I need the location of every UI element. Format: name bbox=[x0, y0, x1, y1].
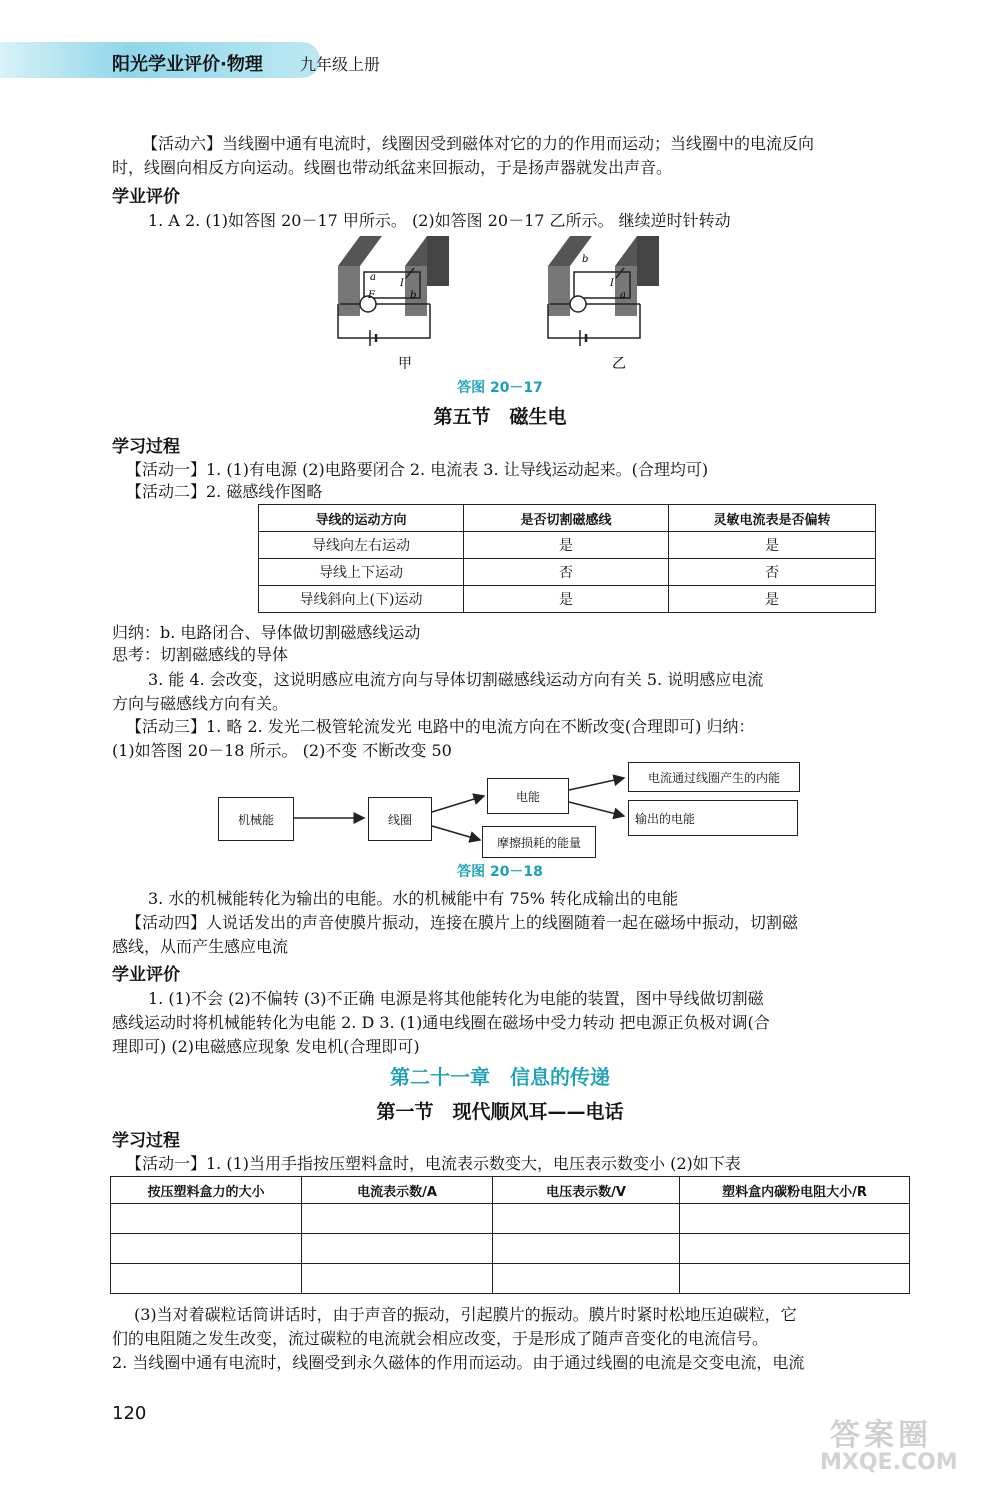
table-header: 灵敏电流表是否偏转 bbox=[669, 505, 876, 532]
table-cell bbox=[680, 1264, 910, 1294]
table-cell bbox=[302, 1264, 493, 1294]
summary-line: 归纳：b. 电路闭合、导体做切割磁感线运动 bbox=[112, 623, 421, 642]
last-line: 2. 当线圈中通有电流时，线圈受到永久磁体的作用而运动。由于通过线圈的电流是交变电流，电流 bbox=[112, 1353, 805, 1372]
flow-box-output: 输出的电能 bbox=[628, 800, 798, 836]
table-cell: 是 bbox=[464, 586, 669, 613]
fig17-label-F: F bbox=[368, 290, 375, 301]
eval1-title: 学业评价 bbox=[112, 187, 180, 207]
table-cell: 导线上下运动 bbox=[259, 559, 464, 586]
act3-line2: (1)如答图 20－18 所示。 (2)不变 不断改变 50 bbox=[112, 741, 452, 760]
act4-line2: 感线，从而产生感应电流 bbox=[112, 937, 289, 956]
act6-line1: 【活动六】当线圈中通有电流时，线圈因受到磁体对它的力的作用而运动；当线圈中的电流反向 bbox=[142, 134, 815, 153]
p3-line1: 3. 能 4. 会改变，这说明感应电流方向与导体切割磁感线运动方向有关 5. 说明感应电流 bbox=[148, 670, 764, 689]
table-header: 塑料盒内碳粉电阻大小/R bbox=[680, 1177, 910, 1204]
act4-line1: 【活动四】人说话发出的声音使膜片振动，连接在膜片上的线圈随着一起在磁场中振动，切割磁 bbox=[126, 913, 799, 932]
watermark-logo: 答案圈 bbox=[830, 1418, 932, 1453]
act2-line: 【活动二】2. 磁感线作图略 bbox=[126, 482, 323, 501]
table-cell: 导线斜向上(下)运动 bbox=[259, 586, 464, 613]
fig17-right-label: 乙 bbox=[612, 356, 626, 372]
section5-title: 第五节 磁生电 bbox=[433, 406, 567, 428]
table-cell: 是 bbox=[669, 532, 876, 559]
think-line: 思考：切割磁感线的导体 bbox=[112, 645, 289, 664]
act1-line: 【活动一】1. (1)有电源 (2)电路要闭合 2. 电流表 3. 让导线运动起来。(合理均可) bbox=[126, 460, 709, 479]
table-row bbox=[111, 1234, 910, 1264]
table-cell bbox=[493, 1204, 680, 1234]
p3-line2: 方向与磁感线方向有关。 bbox=[112, 694, 289, 713]
page-number: 120 bbox=[112, 1403, 147, 1424]
carbon-line2: 们的电阻随之发生改变，流过碳粒的电流就会相应改变，于是形成了随声音变化的电流信号。 bbox=[112, 1329, 769, 1348]
table-cell: 是 bbox=[669, 586, 876, 613]
table-cell bbox=[680, 1234, 910, 1264]
table-header: 电流表示数/A bbox=[302, 1177, 493, 1204]
telephone-table bbox=[110, 1176, 910, 1294]
table-cell bbox=[680, 1204, 910, 1234]
fig18-caption: 答图 20－18 bbox=[457, 864, 543, 880]
table-cell: 导线向左右运动 bbox=[259, 532, 464, 559]
flow-box-mechanical: 机械能 bbox=[218, 797, 294, 841]
eval2-line2: 感线运动时将机械能转化为电能 2. D 3. (1)通电线圈在磁场中受力转动 把电源正负极对调(合 bbox=[112, 1013, 770, 1032]
table-row bbox=[111, 1264, 910, 1294]
eval2-title: 学业评价 bbox=[112, 965, 180, 985]
water-line: 3. 水的机械能转化为输出的电能。水的机械能中有 75% 转化成输出的电能 bbox=[148, 889, 679, 908]
eval2-line1: 1. (1)不会 (2)不偏转 (3)不正确 电源是将其他能转化为电能的装置，图中导线做切割磁 bbox=[148, 989, 764, 1008]
fig17-label-a-left: a bbox=[370, 272, 376, 283]
table-header: 按压塑料盒力的大小 bbox=[111, 1177, 302, 1204]
act3-line1: 【活动三】1. 略 2. 发光二极管轮流发光 电路中的电流方向在不断改变(合理即可) 归纳： bbox=[126, 717, 755, 736]
chapter-title: 第二十一章 信息的传递 bbox=[390, 1065, 610, 1089]
section1-title: 第一节 现代顺风耳——电话 bbox=[376, 1101, 624, 1123]
flow-box-coil: 线圈 bbox=[368, 797, 432, 841]
fig17-caption: 答图 20－17 bbox=[457, 380, 543, 396]
eval1-line1: 1. A 2. (1)如答图 20－17 甲所示。 (2)如答图 20－17 乙所示。 继续逆时针转动 bbox=[148, 211, 731, 230]
carbon-line1: (3)当对着碳粒话筒讲话时，由于声音的振动，引起膜片的振动。膜片时紧时松地压迫碳粒，它 bbox=[134, 1305, 797, 1324]
table-cell bbox=[302, 1204, 493, 1234]
table-header: 导线的运动方向 bbox=[259, 505, 464, 532]
header-series: 阳光学业评价·物理 bbox=[112, 54, 263, 75]
watermark-url: MXQE.COM bbox=[820, 1450, 958, 1475]
fig17-label-a-right: a bbox=[620, 290, 626, 301]
table-header-row bbox=[111, 1177, 910, 1204]
table-header: 是否切割磁感线 bbox=[464, 505, 669, 532]
fig17-label-b-right: b bbox=[582, 254, 589, 265]
flow-box-electric: 电能 bbox=[487, 778, 569, 814]
act1b-line: 【活动一】1. (1)当用手指按压塑料盒时，电流表示数变大，电压表示数变小 (2)如下表 bbox=[126, 1154, 741, 1173]
process-title: 学习过程 bbox=[112, 437, 180, 457]
table-cell bbox=[111, 1264, 302, 1294]
process2-title: 学习过程 bbox=[112, 1131, 180, 1151]
table-cell: 否 bbox=[464, 559, 669, 586]
table-cell bbox=[111, 1204, 302, 1234]
table-cell: 否 bbox=[669, 559, 876, 586]
flow-box-friction: 摩擦损耗的能量 bbox=[482, 826, 596, 858]
table-cell bbox=[493, 1234, 680, 1264]
table-cell bbox=[493, 1264, 680, 1294]
flow-box-coil-heat: 电流通过线圈产生的内能 bbox=[628, 762, 800, 792]
act6-line2: 时，线圈向相反方向运动。线圈也带动纸盆来回振动，于是扬声器就发出声音。 bbox=[112, 158, 673, 177]
header-grade: 九年级上册 bbox=[300, 55, 381, 74]
fig17-left-label: 甲 bbox=[398, 356, 412, 372]
table-cell bbox=[302, 1234, 493, 1264]
table-cell bbox=[111, 1234, 302, 1264]
table-cell: 是 bbox=[464, 532, 669, 559]
table-row bbox=[111, 1204, 910, 1234]
table-header: 电压表示数/V bbox=[493, 1177, 680, 1204]
eval2-line3: 理即可) (2)电磁感应现象 发电机(合理即可) bbox=[112, 1037, 420, 1056]
fig17-label-I-right: I bbox=[610, 278, 614, 289]
fig17-label-b-left: b bbox=[410, 290, 417, 301]
fig17-label-I-left: I bbox=[400, 278, 404, 289]
